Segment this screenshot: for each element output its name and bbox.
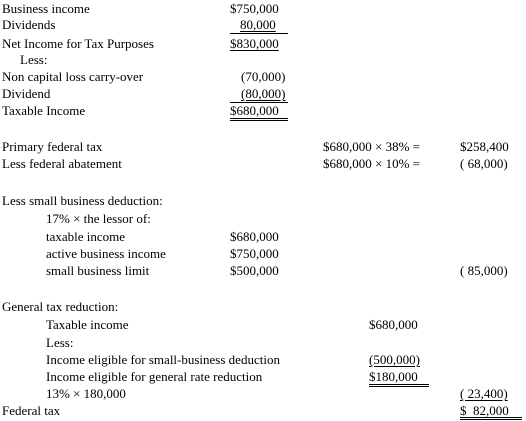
label-abatement: Less federal abatement [2, 156, 122, 171]
label-gtr-header: General tax reduction: [2, 299, 119, 314]
amount-sbd-taxable: $680,000 [230, 229, 279, 244]
label-gtr-taxable: Taxable income [46, 317, 129, 332]
amount-primary-tax: $258,400 [460, 139, 509, 154]
amount-noncap-loss: (70,000) [241, 69, 286, 84]
amount-gtr-sbd-eligible: (500,000) [369, 352, 420, 367]
label-dividends: Dividends [2, 17, 56, 32]
amount-federal-tax: $ 82,000 [460, 403, 509, 418]
label-less-1: Less: [20, 52, 48, 67]
label-net-income: Net Income for Tax Purposes [2, 36, 154, 51]
double-underline-federal-tax [460, 417, 522, 420]
label-sbd-active: active business income [46, 246, 166, 261]
label-primary-tax: Primary federal tax [2, 139, 103, 154]
amount-net-income: $830,000 [230, 36, 279, 51]
amount-gtr-taxable: $680,000 [369, 317, 418, 332]
amount-gtr-general-eligible: $180,000 [369, 369, 418, 384]
label-less-2: Less: [46, 335, 74, 350]
calc-primary-tax: $680,000 × 38% = [323, 139, 420, 154]
label-federal-tax: Federal tax [2, 403, 61, 418]
label-gtr-general-eligible: Income eligible for general rate reduction [46, 369, 263, 384]
label-gtr-calc: 13% × 180,000 [46, 386, 126, 401]
amount-taxable-income: $680,000 [230, 103, 279, 118]
amount-sbd-result: ( 85,000) [460, 263, 508, 278]
double-underline-taxable-income [230, 118, 288, 121]
label-taxable-income: Taxable Income [2, 103, 86, 118]
calc-abatement: $680,000 × 10% = [323, 156, 420, 171]
label-noncap-loss: Non capital loss carry-over [2, 69, 144, 84]
amount-sbd-limit: $500,000 [230, 263, 279, 278]
amount-business-income: $750,000 [230, 1, 279, 16]
label-dividend: Dividend [2, 86, 51, 101]
label-sbd-limit: small business limit [46, 263, 150, 278]
amount-abatement: ( 68,000) [460, 156, 508, 171]
label-business-income: Business income [2, 1, 90, 16]
amount-sbd-active: $750,000 [230, 246, 279, 261]
double-underline-gtr-general [369, 384, 429, 387]
amount-dividend: (80,000) [241, 86, 286, 101]
label-sbd-lesser: 17% × the lessor of: [46, 211, 151, 226]
amount-gtr-result: ( 23,400) [460, 386, 508, 401]
label-gtr-sbd-eligible: Income eligible for small-business deduction [46, 352, 280, 367]
label-sbd-taxable: taxable income [46, 229, 126, 244]
label-sbd-header: Less small business deduction: [2, 193, 163, 208]
underline-dividends [230, 33, 288, 34]
amount-dividends: 80,000 [240, 17, 276, 32]
